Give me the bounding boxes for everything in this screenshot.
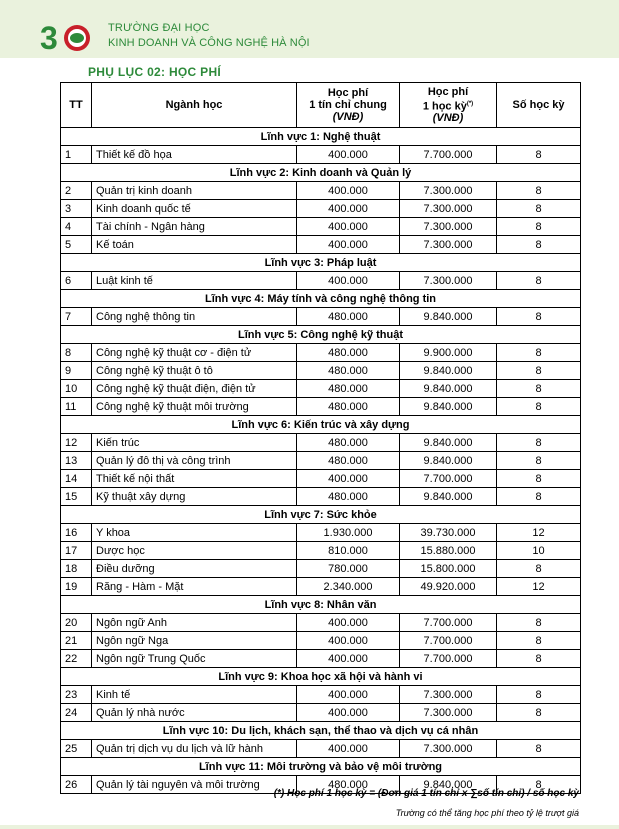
logo-number: 3 (40, 20, 58, 54)
section-row (61, 722, 581, 740)
table-row (61, 362, 581, 380)
cell-fee-credit: 400.000 (297, 470, 400, 488)
cell-tt: 13 (61, 452, 92, 470)
cell-fee-semester: 7.700.000 (400, 146, 497, 164)
cell-fee-semester: 39.730.000 (400, 524, 497, 542)
section-title: Lĩnh vực 11: Môi trường và bảo vệ môi trường (61, 758, 581, 776)
header-major: Ngành học (92, 83, 297, 128)
cell-semesters: 8 (497, 452, 581, 470)
table-row (61, 398, 581, 416)
cell-tt: 16 (61, 524, 92, 542)
cell-semesters: 8 (497, 344, 581, 362)
section-row (61, 128, 581, 146)
school-name-line1: TRƯỜNG ĐẠI HỌC (108, 22, 210, 34)
cell-tt: 15 (61, 488, 92, 506)
cell-tt: 21 (61, 632, 92, 650)
cell-tt: 4 (61, 218, 92, 236)
cell-major: Kinh tế (92, 686, 297, 704)
cell-tt: 2 (61, 182, 92, 200)
cell-fee-credit: 400.000 (297, 200, 400, 218)
cell-major: Thiết kế nội thất (92, 470, 297, 488)
cell-tt: 3 (61, 200, 92, 218)
section-row (61, 596, 581, 614)
cell-major: Dược học (92, 542, 297, 560)
tuition-table (60, 82, 581, 794)
section-title: Lĩnh vực 3: Pháp luật (61, 254, 581, 272)
cell-tt: 26 (61, 776, 92, 794)
cell-fee-credit: 400.000 (297, 218, 400, 236)
cell-semesters: 8 (497, 272, 581, 290)
cell-fee-semester: 7.300.000 (400, 740, 497, 758)
cell-major: Điều dưỡng (92, 560, 297, 578)
cell-fee-semester: 7.700.000 (400, 632, 497, 650)
cell-semesters: 8 (497, 308, 581, 326)
cell-tt: 12 (61, 434, 92, 452)
table-row (61, 704, 581, 722)
table-row (61, 524, 581, 542)
cell-fee-credit: 810.000 (297, 542, 400, 560)
cell-major: Răng - Hàm - Mặt (92, 578, 297, 596)
header-fee-credit (297, 83, 400, 128)
section-row (61, 416, 581, 434)
cell-fee-semester: 9.900.000 (400, 344, 497, 362)
section-title: Lĩnh vực 10: Du lịch, khách sạn, thể thao và dịch vụ cá nhân (61, 722, 581, 740)
cell-fee-semester: 7.700.000 (400, 650, 497, 668)
header-fee-credit-l1: Học phí (327, 87, 369, 99)
table-row (61, 218, 581, 236)
cell-major: Công nghệ kỹ thuật môi trường (92, 398, 297, 416)
cell-semesters: 12 (497, 578, 581, 596)
section-title: Lĩnh vực 9: Khoa học xã hội và hành vi (61, 668, 581, 686)
cell-fee-semester: 9.840.000 (400, 776, 497, 794)
appendix-title: PHỤ LỤC 02: HỌC PHÍ (88, 65, 222, 79)
cell-fee-credit: 2.340.000 (297, 578, 400, 596)
section-title: Lĩnh vực 6: Kiến trúc và xây dựng (61, 416, 581, 434)
section-title: Lĩnh vực 1: Nghệ thuật (61, 128, 581, 146)
cell-semesters: 8 (497, 704, 581, 722)
cell-tt: 1 (61, 146, 92, 164)
cell-fee-semester: 7.300.000 (400, 686, 497, 704)
school-name (108, 21, 310, 51)
header-fee-credit-unit: (VNĐ) (332, 111, 364, 123)
cell-fee-semester: 15.880.000 (400, 542, 497, 560)
header-fee-sem-l2 (402, 98, 494, 113)
cell-tt: 9 (61, 362, 92, 380)
section-row (61, 758, 581, 776)
cell-major: Kỹ thuật xây dựng (92, 488, 297, 506)
cell-major: Kinh doanh quốc tế (92, 200, 297, 218)
cell-tt: 8 (61, 344, 92, 362)
cell-fee-credit: 400.000 (297, 650, 400, 668)
cell-major: Luật kinh tế (92, 272, 297, 290)
header-fee-sem-l1: Học phí (427, 85, 469, 98)
cell-semesters: 8 (497, 146, 581, 164)
table-row (61, 344, 581, 362)
cell-tt: 10 (61, 380, 92, 398)
header-fee-sem-l2-text: 1 học kỳ (422, 100, 467, 113)
cell-semesters: 8 (497, 560, 581, 578)
cell-fee-semester: 9.840.000 (400, 362, 497, 380)
cell-fee-semester: 7.300.000 (400, 272, 497, 290)
cell-fee-credit: 480.000 (297, 308, 400, 326)
cell-semesters: 8 (497, 182, 581, 200)
cell-fee-semester: 49.920.000 (400, 578, 497, 596)
cell-major: Quản lý nhà nước (92, 704, 297, 722)
cell-major: Công nghệ kỹ thuật ô tô (92, 362, 297, 380)
cell-tt: 25 (61, 740, 92, 758)
cell-tt: 24 (61, 704, 92, 722)
cell-semesters: 8 (497, 200, 581, 218)
section-title: Lĩnh vực 2: Kinh doanh và Quản lý (61, 164, 581, 182)
cell-major: Thiết kế đồ họa (92, 146, 297, 164)
cell-fee-semester: 7.300.000 (400, 704, 497, 722)
cell-fee-credit: 400.000 (297, 182, 400, 200)
header-tt: TT (61, 83, 92, 128)
cell-semesters: 8 (497, 776, 581, 794)
cell-semesters: 8 (497, 740, 581, 758)
cell-semesters: 8 (497, 650, 581, 668)
cell-semesters: 8 (497, 488, 581, 506)
cell-fee-credit: 400.000 (297, 236, 400, 254)
table-row (61, 650, 581, 668)
cell-fee-credit: 400.000 (297, 740, 400, 758)
cell-fee-credit: 480.000 (297, 452, 400, 470)
cell-tt: 5 (61, 236, 92, 254)
cell-major: Công nghệ kỹ thuật cơ - điện tử (92, 344, 297, 362)
table-row (61, 380, 581, 398)
footnote-inflation: Trường có thể tăng học phí theo tỷ lệ trượt giá (395, 808, 579, 818)
cell-tt: 23 (61, 686, 92, 704)
table-header-row (61, 83, 581, 128)
cell-major: Công nghệ thông tin (92, 308, 297, 326)
bottom-band (0, 825, 619, 829)
cell-fee-semester: 7.300.000 (400, 182, 497, 200)
section-row (61, 164, 581, 182)
cell-fee-credit: 480.000 (297, 344, 400, 362)
cell-fee-semester: 9.840.000 (400, 452, 497, 470)
table-row (61, 146, 581, 164)
cell-fee-credit: 480.000 (297, 488, 400, 506)
table-row (61, 614, 581, 632)
cell-semesters: 8 (497, 470, 581, 488)
cell-major: Quản lý đô thị và công trình (92, 452, 297, 470)
cell-semesters: 8 (497, 218, 581, 236)
cell-fee-credit: 400.000 (297, 632, 400, 650)
cell-major: Kiến trúc (92, 434, 297, 452)
cell-fee-semester: 7.700.000 (400, 614, 497, 632)
cell-semesters: 10 (497, 542, 581, 560)
cell-fee-credit: 780.000 (297, 560, 400, 578)
header-fee-credit-l2: 1 tín chỉ chung (309, 99, 387, 111)
cell-semesters: 8 (497, 398, 581, 416)
table-row (61, 488, 581, 506)
cell-major: Quản trị kinh doanh (92, 182, 297, 200)
section-row (61, 668, 581, 686)
table-row (61, 452, 581, 470)
section-title: Lĩnh vực 5: Công nghệ kỹ thuật (61, 326, 581, 344)
section-title: Lĩnh vực 8: Nhân văn (61, 596, 581, 614)
table-row (61, 182, 581, 200)
cell-fee-semester: 9.840.000 (400, 488, 497, 506)
table-row (61, 560, 581, 578)
cell-fee-semester: 9.840.000 (400, 308, 497, 326)
footnote: (*) Học phí 1 học kỳ = (Đơn giá 1 tín chỉ x ∑số tín chỉ) / số học kỳ (273, 788, 579, 799)
cell-fee-semester: 7.300.000 (400, 200, 497, 218)
table-row (61, 434, 581, 452)
cell-semesters: 8 (497, 632, 581, 650)
table-row (61, 632, 581, 650)
table-row (61, 236, 581, 254)
cell-fee-credit: 480.000 (297, 362, 400, 380)
cell-semesters: 8 (497, 362, 581, 380)
table-row (61, 578, 581, 596)
cell-fee-credit: 400.000 (297, 146, 400, 164)
school-name-line2: KINH DOANH VÀ CÔNG NGHỆ HÀ NỘI (108, 37, 310, 49)
cell-semesters: 8 (497, 380, 581, 398)
table-row (61, 542, 581, 560)
cell-fee-credit: 400.000 (297, 704, 400, 722)
table-row (61, 200, 581, 218)
cell-fee-credit: 480.000 (297, 380, 400, 398)
cell-semesters: 8 (497, 434, 581, 452)
header-fee-sem-sup: (*) (466, 100, 474, 107)
cell-semesters: 12 (497, 524, 581, 542)
logo-leaf (70, 33, 84, 43)
table-row (61, 470, 581, 488)
cell-tt: 6 (61, 272, 92, 290)
cell-fee-semester: 7.700.000 (400, 470, 497, 488)
cell-major: Tài chính - Ngân hàng (92, 218, 297, 236)
cell-fee-credit: 480.000 (297, 434, 400, 452)
cell-fee-semester: 9.840.000 (400, 398, 497, 416)
header-fee-semester (400, 83, 497, 128)
header-fee-sem-unit: (VNĐ) (432, 112, 464, 125)
cell-semesters: 8 (497, 614, 581, 632)
cell-tt: 14 (61, 470, 92, 488)
section-title: Lĩnh vực 7: Sức khỏe (61, 506, 581, 524)
table-row (61, 740, 581, 758)
table-row (61, 272, 581, 290)
cell-major: Ngôn ngữ Anh (92, 614, 297, 632)
section-row (61, 254, 581, 272)
section-row (61, 326, 581, 344)
cell-fee-credit: 1.930.000 (297, 524, 400, 542)
cell-major: Y khoa (92, 524, 297, 542)
cell-tt: 22 (61, 650, 92, 668)
table-row (61, 686, 581, 704)
cell-tt: 19 (61, 578, 92, 596)
cell-major: Công nghệ kỹ thuật điện, điện tử (92, 380, 297, 398)
cell-fee-credit: 400.000 (297, 614, 400, 632)
cell-semesters: 8 (497, 236, 581, 254)
cell-fee-semester: 15.800.000 (400, 560, 497, 578)
cell-tt: 18 (61, 560, 92, 578)
cell-fee-semester: 9.840.000 (400, 434, 497, 452)
section-title: Lĩnh vực 4: Máy tính và công nghệ thông tin (61, 290, 581, 308)
cell-semesters: 8 (497, 686, 581, 704)
cell-tt: 20 (61, 614, 92, 632)
cell-major: Quản trị dịch vụ du lịch và lữ hành (92, 740, 297, 758)
cell-fee-semester: 9.840.000 (400, 380, 497, 398)
cell-tt: 7 (61, 308, 92, 326)
cell-major: Kế toán (92, 236, 297, 254)
table-body (61, 128, 581, 794)
cell-tt: 17 (61, 542, 92, 560)
cell-tt: 11 (61, 398, 92, 416)
section-row (61, 290, 581, 308)
header-semesters: Số học kỳ (497, 83, 581, 128)
cell-fee-semester: 7.300.000 (400, 236, 497, 254)
cell-fee-credit: 480.000 (297, 776, 400, 794)
table-row (61, 308, 581, 326)
cell-fee-credit: 480.000 (297, 398, 400, 416)
section-row (61, 506, 581, 524)
cell-major: Ngôn ngữ Nga (92, 632, 297, 650)
cell-major: Ngôn ngữ Trung Quốc (92, 650, 297, 668)
university-logo (40, 18, 100, 54)
cell-fee-semester: 7.300.000 (400, 218, 497, 236)
cell-fee-credit: 400.000 (297, 686, 400, 704)
cell-fee-credit: 400.000 (297, 272, 400, 290)
cell-major: Quản lý tài nguyên và môi trường (92, 776, 297, 794)
